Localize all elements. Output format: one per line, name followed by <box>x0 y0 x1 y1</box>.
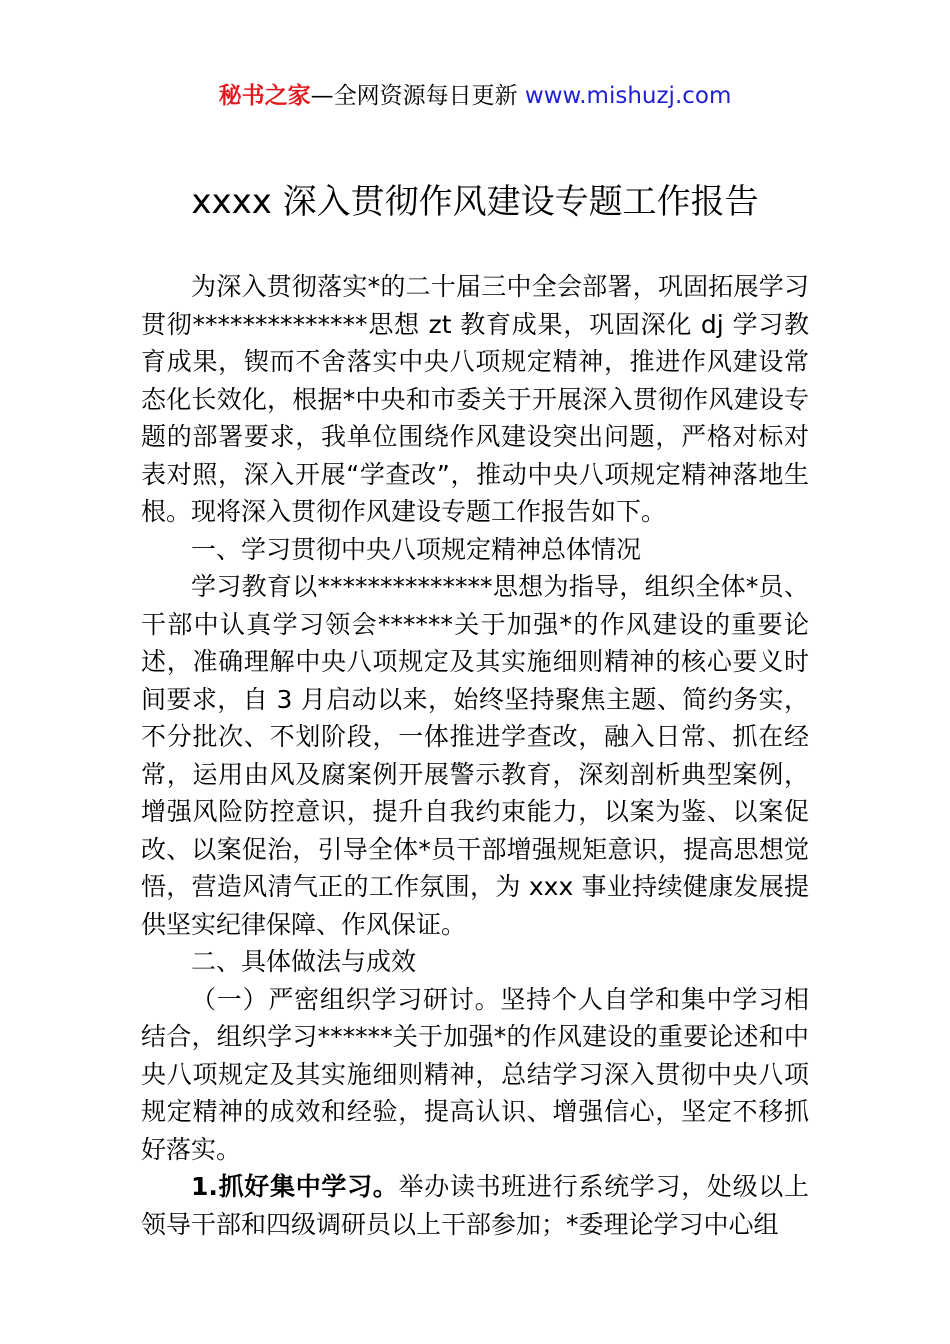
site-header <box>0 80 950 112</box>
paragraph-text: 举办读书班进行系统学习，处级以上领导干部和四级调研员以上干部参加；*委理论学习中心组 <box>141 1172 809 1239</box>
document-body <box>141 268 809 1243</box>
document-title: xxxx 深入贯彻作风建设专题工作报告 <box>191 182 759 222</box>
paragraph-study <box>141 981 809 1169</box>
paragraph-collective-study <box>141 1168 809 1243</box>
paragraph-text: （一）严密组织学习研讨。坚持个人自学和集中学习相结合，组织学习******关于加强*的作风建设的重要论述和中央八项规定及其实施细则精神，总结学习深入贯彻中央八项规定精神的成效和经验，提高认识、增强信心，坚定不移抓好落实。 <box>141 984 809 1164</box>
paragraph-text: 学习教育以**************思想为指导，组织全体*员、干部中认真学习领会******关于加强*的作风建设的重要论述，准确理解中央八项规定及其实施细则精神的核心要义时间要求，自 3 月启动以来，始终坚持聚焦主题、简约务实，不分批次、不划阶段，一体推进学查改，融入日常、抓在经常，运用由风及腐案例开展警示教育，深刻剖析典型案例，增强风险防控意识，提升自我约束能力，以案为鉴、以案促改、以案促治，引导全体*员干部增强规矩意识，提高思想觉悟，营造风清气正的工作氛围，为 xxx 事业持续健康发展提供坚实纪律保障、作风保证。 <box>141 572 809 939</box>
paragraph-lead: 1.抓好集中学习。 <box>191 1172 399 1201</box>
paragraph-text: 二、具体做法与成效 <box>191 947 417 976</box>
site-url-link[interactable]: www.mishuzj.com <box>524 83 732 109</box>
paragraph-overview <box>141 568 809 943</box>
section-heading-1 <box>141 531 809 569</box>
section-heading-2 <box>141 943 809 981</box>
site-brand: 秘书之家 <box>218 83 311 109</box>
site-tagline: —全网资源每日更新 <box>310 83 525 109</box>
paragraph-intro <box>141 268 809 531</box>
paragraph-text: 一、学习贯彻中央八项规定精神总体情况 <box>191 534 642 564</box>
paragraph-text: 为深入贯彻落实*的二十届三中全会部署，巩固拓展学习贯彻**************思想 zt 教育成果，巩固深化 dj 学习教育成果，锲而不舍落实中央八项规定精神，推进作风建设常态化长效化，根据*中央和市委关于开展深入贯彻作风建设专题的部署要求，我单位围绕作风建设突出问题，严格对标对表对照，深入开展“学查改”，推动中央八项规定精神落地生根。现将深入贯彻作风建设专题工作报告如下。 <box>141 272 809 526</box>
